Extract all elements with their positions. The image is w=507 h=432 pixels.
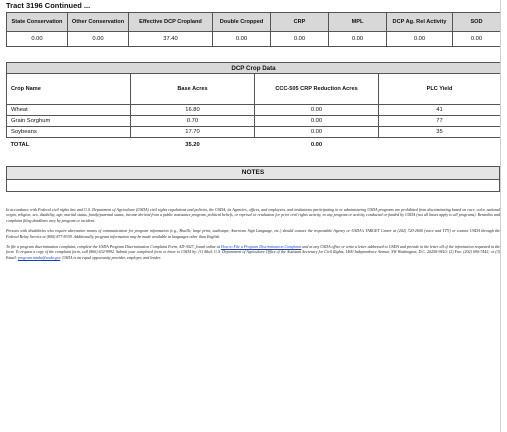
summary-value-cell: 0.00 xyxy=(329,32,387,47)
complaint-form-link[interactable]: How to File a Program Discrimination Complaint xyxy=(220,244,302,250)
complaint-paragraph: To file a program discrimination complaint, complete the USDA Program Discrimination Complaint Form, AD-3027, found online at How to File a Program Discrimination Complaint and at any USDA office or write a letter addressed to USDA and provide in the letter all of the information requested in the form. To request a copy of the complaint form, call (866) 632-9992. Submit your completed form or letter to USDA by: (1) Mail: U.S. Department of Agriculture Office of the Assistant Secretary for Civil Rights, 1400 Independence Avenue, SW Washington, D.C. 20250-9410; (2) Fax: (202) 690-7442; or (3) Email: program.intake@usda.gov. USDA is an equal opportunity provider, employer, and lender. xyxy=(6,244,500,260)
disability-paragraph: Persons with disabilities who require alternative means of communication for program information (e.g., Braille, large print, audiotape, American Sign Language, etc.) should contact the responsible Agency or USDA's TARGET Center at (202) 720-2600 (voice and TTY) or contact USDA through the Federal Relay Service at (800) 877-8339. Additionally, program information may be made available in languages other than English. xyxy=(6,228,500,239)
crop-header-row xyxy=(7,74,501,105)
notes-heading: NOTES xyxy=(7,167,499,180)
crp-reduction-cell: 0.00 xyxy=(255,116,379,127)
summary-header-cell: MPL xyxy=(329,13,387,32)
base-acres-cell: 0.70 xyxy=(131,116,255,127)
summary-table xyxy=(6,12,501,47)
summary-header-cell: SOD xyxy=(453,13,501,32)
summary-value-cell: 0.00 xyxy=(453,32,501,47)
summary-header-cell: Other Conservation xyxy=(68,13,129,32)
crop-data-table xyxy=(6,62,501,152)
tract-title: Tract 3196 Continued ... xyxy=(6,1,91,10)
civil-rights-statement xyxy=(6,207,500,265)
summary-value-cell: 37.40 xyxy=(129,32,213,47)
summary-value-row xyxy=(7,32,501,47)
summary-value-cell: 0.00 xyxy=(213,32,271,47)
base-acres-header: Base Acres xyxy=(131,74,255,105)
crp-reduction-cell: 0.00 xyxy=(255,127,379,138)
summary-header-cell: State Conservation xyxy=(7,13,68,32)
crop-name-cell: Soybeans xyxy=(7,127,131,138)
plc-yield-cell: 77 xyxy=(379,116,501,127)
plc-yield-cell: 35 xyxy=(379,127,501,138)
crop-table-caption: DCP Crop Data xyxy=(7,63,501,74)
base-acres-cell: 17.70 xyxy=(131,127,255,138)
table-row xyxy=(7,105,501,116)
summary-header-cell: DCP Ag. Rel Activity xyxy=(387,13,453,32)
total-row xyxy=(7,138,501,153)
summary-header-row xyxy=(7,13,501,32)
nondiscrimination-paragraph: In accordance with Federal civil rights law and U.S. Department of Agriculture (USDA) civil rights regulations and policies, the USDA, its Agencies, offices, and employees, and institutions participating in or administering USDA programs are prohibited from discriminating based on race, color, national origin, religion, sex, disability, age, marital status, family/parental status, income derived from a public assistance program, political beliefs, or reprisal or retaliation for prior civil rights activity, in any program or activity conducted or funded by USDA (not all bases apply to all programs). Remedies and complaint filing deadlines vary by program or incident. xyxy=(6,207,500,223)
notes-section xyxy=(6,166,500,192)
crp-reduction-header: CCC-505 CRP Reduction Acres xyxy=(255,74,379,105)
table-row xyxy=(7,127,501,138)
total-label: TOTAL xyxy=(10,142,30,148)
page-edge-divider xyxy=(500,0,501,432)
email-link[interactable]: program.intake@usda.gov xyxy=(17,254,61,260)
plc-yield-header: PLC Yield xyxy=(379,74,501,105)
total-crp-reduction: 0.00 xyxy=(310,142,323,148)
crop-name-header: Crop Name xyxy=(7,74,131,105)
crop-name-cell: Grain Sorghum xyxy=(7,116,131,127)
summary-value-cell: 0.00 xyxy=(271,32,329,47)
document-page xyxy=(6,0,502,432)
total-base-acres: 35.20 xyxy=(185,142,200,148)
summary-header-cell: Effective DCP Cropland xyxy=(129,13,213,32)
table-row xyxy=(7,116,501,127)
summary-header-cell: CRP xyxy=(271,13,329,32)
summary-value-cell: 0.00 xyxy=(68,32,129,47)
plc-yield-cell: 41 xyxy=(379,105,501,116)
summary-header-cell: Double Cropped xyxy=(213,13,271,32)
summary-value-cell: 0.00 xyxy=(7,32,68,47)
base-acres-cell: 16.80 xyxy=(131,105,255,116)
summary-value-cell: 0.00 xyxy=(387,32,453,47)
crp-reduction-cell: 0.00 xyxy=(255,105,379,116)
crop-name-cell: Wheat xyxy=(7,105,131,116)
